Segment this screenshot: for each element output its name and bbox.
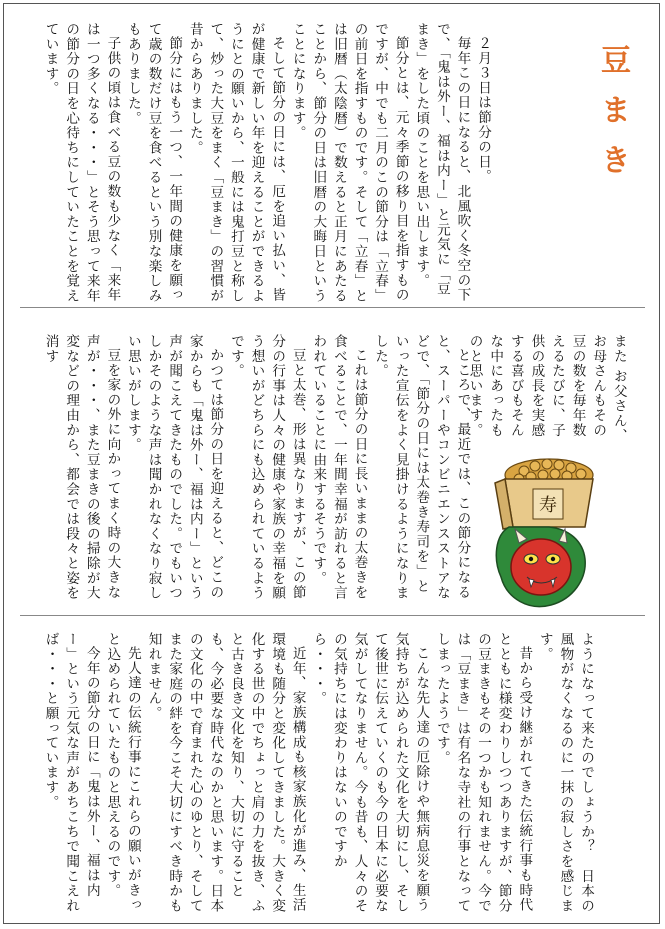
paragraph: 近年、家族構成も核家族化が進み、生活環境も随分と変化してきました。大きく変化する世の中でちょっと肩の力を抜き、ふと古き良き文化を知り、大切に守ることも、今必要な時代なのかと思います。日本の文化の中で育まれた心のゆとり、そしてまた家庭の絆を今こそ大切にすべき時かも知れません。 xyxy=(145,632,306,914)
paragraph: 節分とは、元々季節の移り目を指すものですが、中でも二月のこの節分は「立春」の前日を指すものです。そして「立春」とは旧暦（太陰暦）で数えると正月にあたることから、節分の日は旧暦の大晦日ということになります。 xyxy=(289,22,409,304)
paragraph: 先人達の伝統行事にこれらの願いがきっと込められていたものと思えるのです。 xyxy=(104,632,141,912)
page-title: 豆まき xyxy=(595,44,630,194)
oni-mask-icon xyxy=(496,527,585,607)
paragraph: こんな先人達の厄除けや無病息災を願う気持ちが込められた文化を大切にし、そして後世に伝えていくのも今の日本に必要な気がしてなりません。今も昔も、人々のその気持ちには変わりはないのですから・・・。 xyxy=(310,632,430,914)
divider-top xyxy=(20,307,645,308)
paragraph: かつては節分の日を迎えると、どこの家からも「鬼は外ー、福は内ー」という声が聞こえてきたものでした。でもいつしかそのような声は聞かれなくなり寂しい思いがします。 xyxy=(124,334,224,601)
paragraph: また お父さん、お母さんもその豆の数を毎年数えるたびに、子供の成長を実感する喜びもそんな中にあったものと思います。 xyxy=(466,334,627,444)
section-2-top-text xyxy=(464,334,629,446)
section-1-text xyxy=(40,22,493,304)
mamemaki-illustration xyxy=(489,449,624,614)
paragraph: 豆と太巻、形は異なりますが、この節分の行事は人々の健康や家族の幸福を願う想いがどちらにも込められているようです。 xyxy=(227,334,306,601)
paragraph: ところで、最近では、この節分になると、スーパーやコンビニエンスストアなどで、「節分の日には太巻き寿司を」といった宣伝をよく見掛けるようになりました。 xyxy=(372,334,471,601)
section-3-text xyxy=(40,632,596,916)
paragraph: 子供の頃は食べる豆の数も少なく「来年は一つ多くなる・・・」とそう思って来年の節分の日を心待ちにしていたことを覚えています。 xyxy=(42,22,121,304)
divider-bottom xyxy=(20,615,645,616)
paragraph: 毎年この日になると、北風吹く冬空の下で、「鬼は外ー、福は内ー」と元気に「豆まき」をした頃のことを思い出します。 xyxy=(413,22,471,302)
paragraph: ようになって来たのでしょうか？ 日本の風物がなくなるのに一抹の寂しさを感じます。 xyxy=(536,632,595,914)
page-frame xyxy=(3,3,660,924)
paragraph: 節分にはもう一つ、一年間の健康を願って歳の数だけ豆を食べるという別な楽しみもありました。 xyxy=(124,22,183,304)
paragraph: これは節分の日に長いままの太巻きを食べることで、一年間幸福が訪れると言われていることに由来するそうです。 xyxy=(310,334,368,601)
section-2 xyxy=(40,334,471,604)
section-3 xyxy=(40,632,640,916)
paragraph: ２月３日は節分の日。 xyxy=(475,35,492,184)
masu-label: 寿 xyxy=(539,495,557,516)
paragraph: 今年の節分の日に「鬼は外ー、福は内ー」という元気な声があちこちで聞こえれば・・・と願っています。 xyxy=(42,632,100,914)
masu-box-icon xyxy=(495,479,593,529)
section-1 xyxy=(40,22,580,304)
section-2-text xyxy=(40,334,472,604)
paragraph: 豆を家の外に向かってまく時の大きな声が・・・、また豆まきの後の掃除が大変などの理由から、都会では段々と姿を消す xyxy=(42,334,121,601)
section-2-top xyxy=(464,334,644,446)
paragraph: 昔から受け継がれてきた伝統行事も時代とともに様変わりしつつありますが、節分の豆まきもその一つかも知れません。今では「豆まき」は有名な寺社の行事となってしまったようです。 xyxy=(433,632,533,914)
paragraph: そして節分の日には、厄を追い払い、皆が健康で新しい年を迎えることができるようにとの願いから、一般には鬼打豆と称して、炒った大豆をまく「豆まき」の習慣が昔からありました。 xyxy=(186,22,286,304)
